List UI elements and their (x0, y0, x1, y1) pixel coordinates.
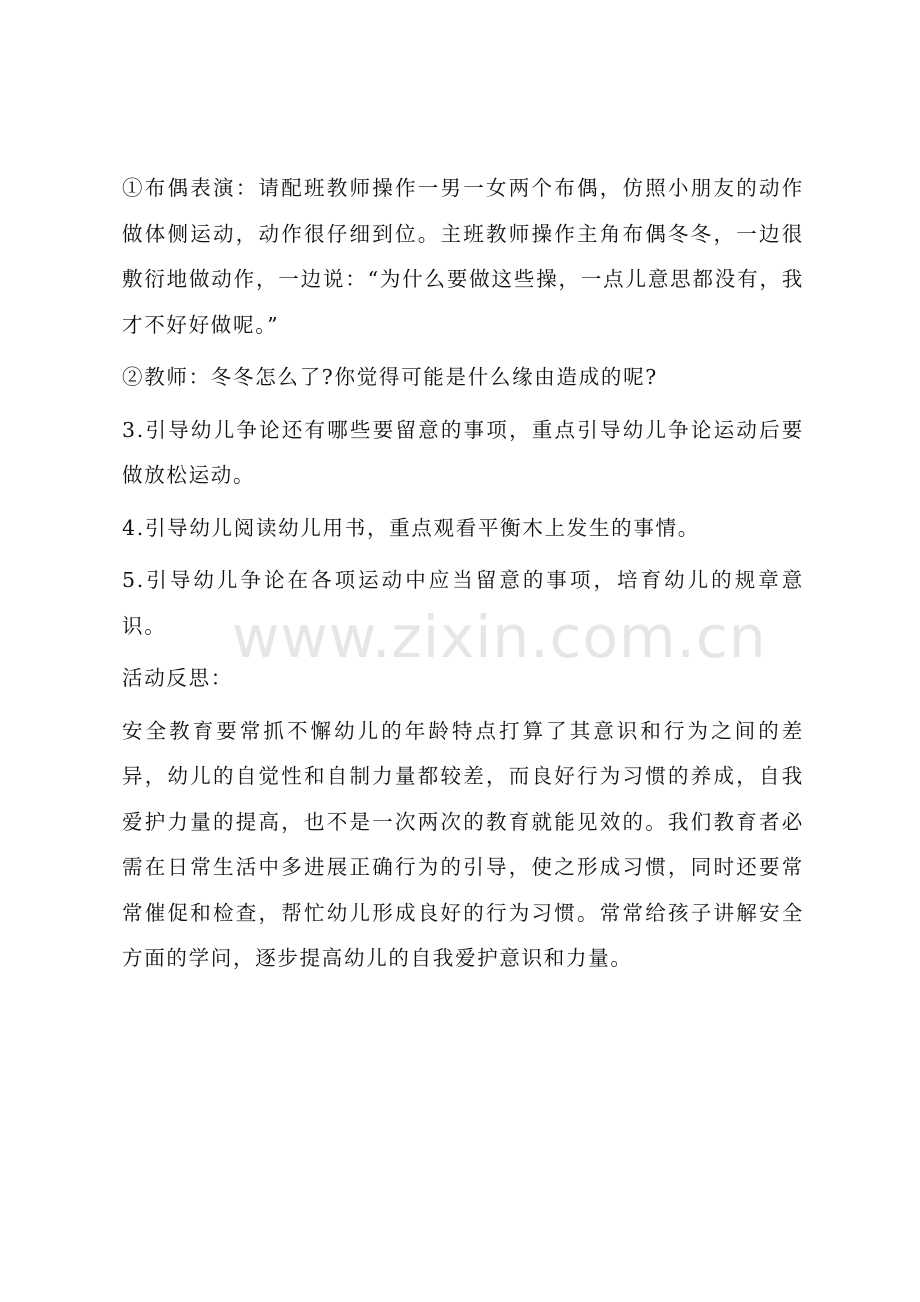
watermark: www.zixin.com.cn (232, 603, 767, 671)
document-body (122, 166, 804, 989)
paragraph-reflection: 安全教育要常抓不懈幼儿的年龄特点打算了其意识和行为之间的差异，幼儿的自觉性和自制力量都较差，而良好行为习惯的养成，自我爱护力量的提高，也不是一次两次的教育就能见效的。我们教育者必需在日常生活中多进展正确行为的引导，使之形成习惯，同时还要常常催促和检查，帮忙幼儿形成良好的行为习惯。常常给孩子讲解安全方面的学问，逐步提高幼儿的自我爱护意识和力量。 (122, 718, 804, 970)
section-heading-reflection: 活动反思： (122, 666, 233, 690)
paragraph-step-4: 4.引导幼儿阅读幼儿用书，重点观看平衡木上发生的事情。 (122, 515, 700, 540)
paragraph-puppet-show: ①布偶表演：请配班教师操作一男一女两个布偶，仿照小朋友的动作做体侧运动，动作很仔细到位。主班教师操作主角布偶冬冬，一边很敷衍地做动作，一边说：“为什么要做这些操，一点儿意思都没有，我才不好好做呢。” (122, 176, 804, 337)
paragraph-step-3: 3.引导幼儿争论还有哪些要留意的事项，重点引导幼儿争论运动后要做放松运动。 (122, 417, 804, 487)
paragraph-teacher-question: ②教师：冬冬怎么了?你觉得可能是什么缘由造成的呢? (122, 365, 658, 389)
paragraph-step-5: 5.引导幼儿争论在各项运动中应当留意的事项，培育幼儿的规章意识。 (122, 568, 804, 638)
